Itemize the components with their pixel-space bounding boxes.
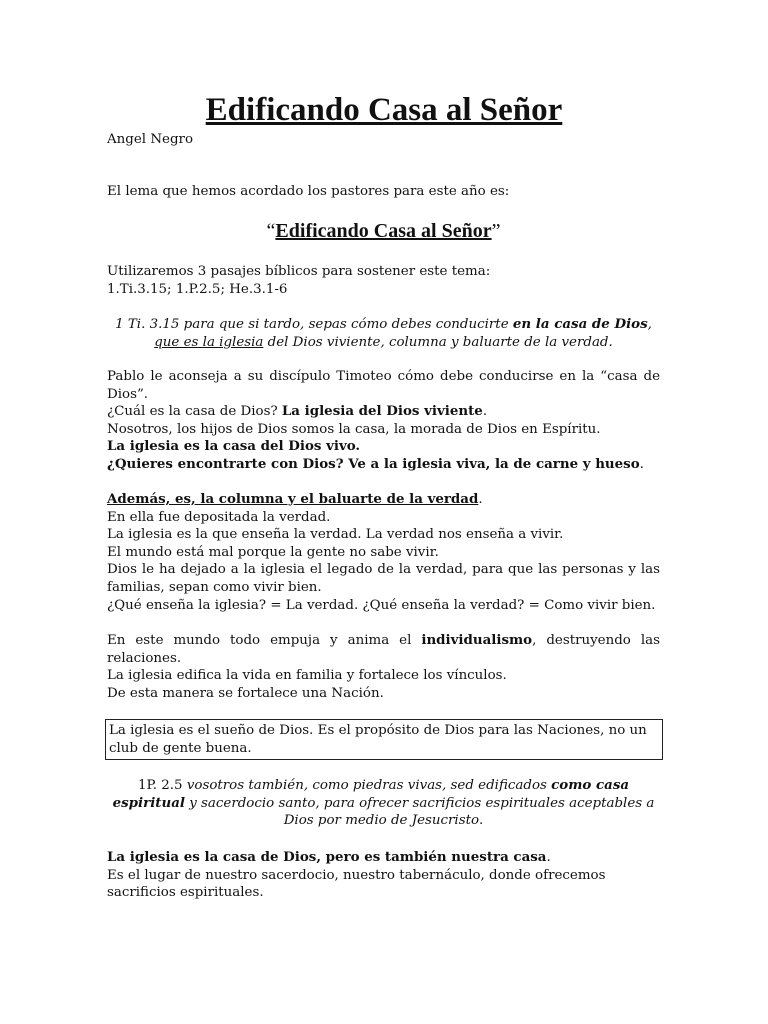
- verse-emphasis: en la casa de Dios: [512, 316, 648, 332]
- heading-text: Además, es, la columna y el baluarte de la verdad: [107, 491, 479, 507]
- paragraph-line: La iglesia edifica la vida en familia y fortalece los vínculos.: [107, 668, 507, 684]
- close-quote: ”: [491, 220, 501, 242]
- verse-text: 1 Ti. 3.15 para que si tardo, sepas cómo debes conducirte: [115, 317, 513, 332]
- section-heading: [107, 491, 660, 509]
- paragraph-line: De esta manera se fortalece una Nación.: [107, 685, 384, 701]
- verse-peter: [107, 777, 660, 830]
- text-run: .: [639, 456, 644, 472]
- paragraph-line: La iglesia es la que enseña la verdad. La verdad nos enseña a vivir.: [107, 527, 564, 543]
- text-run: .: [478, 492, 483, 507]
- paragraph-line: ¿Qué enseña la iglesia? = La verdad. ¿Qué enseña la verdad? = Como vivir bien.: [107, 597, 656, 613]
- paragraph-line: Pablo le aconseja a su discípulo Timoteo cómo debe conducirse en la “casa de Dios”.: [107, 369, 660, 402]
- paragraph-line: [107, 632, 660, 667]
- paragraph-line: Es el lugar de nuestro sacerdocio, nuestro tabernáculo, donde ofrecemos sacrificios espirituales.: [107, 867, 606, 901]
- verse-emphasis: como casa espiritual: [112, 777, 630, 811]
- paragraph-line: [107, 456, 660, 474]
- paragraph-line: Nosotros, los hijos de Dios somos la casa, la morada de Dios en Espíritu.: [107, 421, 601, 437]
- open-quote: “: [266, 220, 276, 242]
- passages-intro: Utilizaremos 3 pasajes bíblicos para sostener este tema:: [107, 264, 491, 279]
- paragraph-line-bold: La iglesia es la casa del Dios vivo.: [107, 438, 361, 455]
- verse-text: del Dios viviente, columna y baluarte de la verdad.: [263, 334, 613, 350]
- section-individualismo: [107, 632, 660, 702]
- theme-subtitle: [107, 218, 660, 244]
- verse-timothy: [107, 316, 660, 351]
- text-run: ¿Cuál es la casa de Dios?: [107, 404, 282, 420]
- paragraph-line: En ella fue depositada la verdad.: [107, 509, 331, 525]
- intro-paragraph: El lema que hemos acordado los pastores para este año es:: [107, 184, 510, 199]
- passages-refs: 1.Ti.3.15; 1.P.2.5; He.3.1-6: [107, 281, 288, 297]
- text-run: .: [479, 813, 484, 829]
- verse-reference: 1P. 2.5: [137, 778, 187, 793]
- text-run: .: [482, 404, 488, 420]
- subtitle-text: Edificando Casa al Señor: [275, 220, 492, 242]
- bold-run: La iglesia es la casa de Dios, pero es también nuestra casa: [107, 849, 547, 865]
- section-columna-verdad: [107, 491, 660, 614]
- verse-text: vosotros también, como piedras vivas, sed edificados: [186, 778, 552, 793]
- highlight-box: La iglesia es el sueño de Dios. Es el propósito de Dios para las Naciones, no un club de gente buena.: [105, 719, 663, 760]
- bold-run: individualismo: [421, 632, 533, 648]
- passages-paragraph: [107, 263, 660, 298]
- section-casa-de-dios: [107, 368, 660, 474]
- section-nuestra-casa: [107, 849, 660, 902]
- bold-run: ¿Quieres encontrarte con Dios? Ve a la iglesia viva, la de carne y hueso: [107, 455, 640, 472]
- paragraph-line: El mundo está mal porque la gente no sabe vivir.: [107, 544, 439, 560]
- verse-underline: que es la iglesia: [154, 334, 264, 350]
- text-run: , destruyendo las relaciones.: [107, 633, 660, 666]
- author-name: Angel Negro: [107, 132, 194, 147]
- document-title: Edificando Casa al Señor: [205, 92, 563, 128]
- text-run: .: [546, 850, 551, 865]
- bold-run: La iglesia del Dios viviente: [281, 403, 483, 420]
- text-run: En este mundo todo empuja y anima el: [107, 633, 422, 648]
- paragraph-line: [107, 403, 660, 421]
- paragraph-line: [107, 849, 660, 867]
- paragraph-line: Dios le ha dejado a la iglesia el legado de la verdad, para que las personas y las familias, sepan como vivir bien.: [107, 562, 660, 595]
- verse-text: y sacerdocio santo, para ofrecer sacrificios espirituales aceptables a Dios por medio de Jesucristo: [184, 795, 655, 829]
- verse-text: ,: [647, 317, 652, 332]
